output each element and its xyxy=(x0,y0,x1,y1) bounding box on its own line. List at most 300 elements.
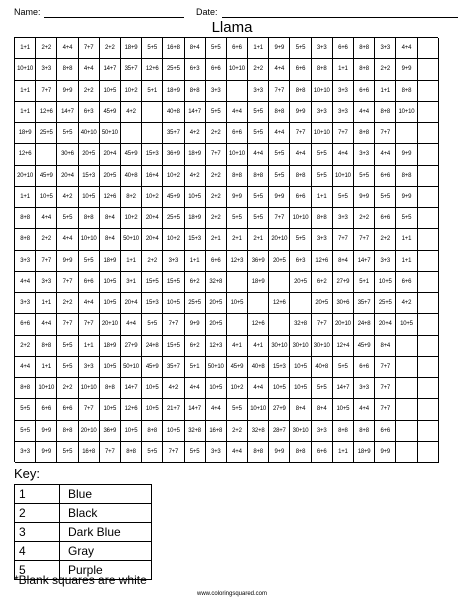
grid-cell xyxy=(418,229,439,250)
math-grid xyxy=(14,37,438,462)
grid-cell: 4+4 xyxy=(57,38,78,59)
grid-cell: 7+7 xyxy=(333,229,354,250)
grid-cell: 3+3 xyxy=(206,442,227,463)
site-url: www.coloringsquared.com xyxy=(196,591,268,597)
grid-cell: 3+3 xyxy=(15,293,36,314)
grid-cell: 9+9 xyxy=(269,38,290,59)
grid-cell xyxy=(396,421,417,442)
grid-cell: 10+5 xyxy=(142,378,163,399)
grid-cell: 1+1 xyxy=(15,38,36,59)
grid-cell: 15+3 xyxy=(79,166,100,187)
grid-cell: 12+3 xyxy=(227,251,248,272)
grid-cell: 10+5 xyxy=(333,399,354,420)
grid-cell: 20+10 xyxy=(100,314,121,335)
grid-cell: 4+4 xyxy=(396,38,417,59)
grid-cell: 20+4 xyxy=(142,229,163,250)
grid-cell: 8+8 xyxy=(375,102,396,123)
grid-cell xyxy=(418,208,439,229)
grid-cell: 7+7 xyxy=(290,123,311,144)
grid-cell: 8+4 xyxy=(100,229,121,250)
grid-cell: 7+7 xyxy=(206,144,227,165)
grid-cell: 18+9 xyxy=(163,81,184,102)
grid-cell: 15+3 xyxy=(269,357,290,378)
grid-cell: 5+5 xyxy=(15,399,36,420)
grid-cell: 7+7 xyxy=(57,314,78,335)
grid-cell: 30+6 xyxy=(333,293,354,314)
grid-cell: 3+3 xyxy=(312,102,333,123)
grid-cell: 2+1 xyxy=(227,229,248,250)
grid-cell: 50+10 xyxy=(206,357,227,378)
grid-cell: 9+9 xyxy=(354,187,375,208)
grid-cell: 40+8 xyxy=(312,357,333,378)
grid-cell: 8+8 xyxy=(354,421,375,442)
grid-cell: 35+7 xyxy=(163,123,184,144)
grid-cell: 7+7 xyxy=(163,314,184,335)
grid-cell: 8+8 xyxy=(121,442,142,463)
key-number: 5 xyxy=(15,561,60,580)
grid-cell: 20+4 xyxy=(57,166,78,187)
grid-cell: 5+5 xyxy=(57,208,78,229)
grid-cell: 4+2 xyxy=(396,293,417,314)
grid-cell: 16+8 xyxy=(206,421,227,442)
grid-cell: 10+5 xyxy=(100,81,121,102)
grid-cell: 9+9 xyxy=(36,442,57,463)
grid-cell: 7+7 xyxy=(163,442,184,463)
grid-cell: 16+4 xyxy=(142,166,163,187)
key-row xyxy=(15,485,152,504)
grid-cell: 8+4 xyxy=(333,251,354,272)
grid-cell: 5+5 xyxy=(312,166,333,187)
grid-cell: 4+1 xyxy=(227,336,248,357)
grid-cell: 6+6 xyxy=(36,399,57,420)
grid-cell: 8+4 xyxy=(290,399,311,420)
grid-cell xyxy=(418,251,439,272)
grid-cell: 45+9 xyxy=(163,187,184,208)
grid-cell: 20+4 xyxy=(100,144,121,165)
grid-cell: 20+10 xyxy=(79,421,100,442)
grid-cell: 5+5 xyxy=(57,123,78,144)
grid-cell: 12+6 xyxy=(142,59,163,80)
grid-cell xyxy=(418,123,439,144)
grid-cell: 32+8 xyxy=(206,272,227,293)
grid-cell: 6+6 xyxy=(79,272,100,293)
grid-cell: 5+5 xyxy=(206,102,227,123)
grid-cell: 9+9 xyxy=(227,187,248,208)
grid-cell: 10+5 xyxy=(79,187,100,208)
grid-cell: 1+1 xyxy=(333,442,354,463)
grid-cell: 36+9 xyxy=(163,144,184,165)
grid-cell: 15+5 xyxy=(142,272,163,293)
grid-cell: 3+3 xyxy=(312,421,333,442)
grid-cell: 3+3 xyxy=(248,81,269,102)
grid-cell: 32+8 xyxy=(290,314,311,335)
grid-cell: 12+6 xyxy=(269,293,290,314)
grid-cell: 8+4 xyxy=(100,208,121,229)
grid-cell: 10+2 xyxy=(227,378,248,399)
grid-cell: 12+6 xyxy=(15,144,36,165)
grid-cell: 6+3 xyxy=(79,102,100,123)
key-row xyxy=(15,504,152,523)
grid-cell xyxy=(418,357,439,378)
grid-cell: 2+2 xyxy=(57,293,78,314)
grid-cell xyxy=(396,442,417,463)
grid-cell: 6+3 xyxy=(185,59,206,80)
grid-cell: 7+7 xyxy=(79,38,100,59)
grid-cell: 4+4 xyxy=(227,102,248,123)
grid-cell: 9+9 xyxy=(396,144,417,165)
grid-cell: 6+6 xyxy=(290,187,311,208)
grid-cell xyxy=(121,123,142,144)
grid-cell: 4+4 xyxy=(354,399,375,420)
key-row xyxy=(15,523,152,542)
grid-cell: 5+5 xyxy=(375,187,396,208)
grid-cell xyxy=(269,272,290,293)
grid-cell: 4+4 xyxy=(36,314,57,335)
grid-cell: 9+9 xyxy=(57,81,78,102)
grid-cell: 30+10 xyxy=(269,336,290,357)
grid-cell xyxy=(418,272,439,293)
grid-cell: 5+5 xyxy=(396,208,417,229)
grid-cell: 3+3 xyxy=(206,81,227,102)
grid-cell: 10+5 xyxy=(206,378,227,399)
grid-cell: 20+5 xyxy=(206,293,227,314)
grid-cell: 4+4 xyxy=(333,144,354,165)
grid-cell: 5+5 xyxy=(333,187,354,208)
grid-cell: 14+7 xyxy=(354,251,375,272)
grid-cell: 7+7 xyxy=(36,81,57,102)
grid-cell: 20+5 xyxy=(100,166,121,187)
grid-cell: 5+5 xyxy=(354,166,375,187)
grid-cell: 4+4 xyxy=(375,144,396,165)
grid-cell xyxy=(418,102,439,123)
grid-cell: 5+5 xyxy=(57,442,78,463)
grid-cell: 16+8 xyxy=(79,442,100,463)
grid-cell: 9+9 xyxy=(396,59,417,80)
grid-cell: 10+10 xyxy=(290,208,311,229)
grid-cell: 1+1 xyxy=(121,251,142,272)
grid-cell: 5+5 xyxy=(248,187,269,208)
grid-cell: 2+2 xyxy=(227,421,248,442)
grid-cell: 10+5 xyxy=(121,421,142,442)
grid-cell: 10+2 xyxy=(163,166,184,187)
grid-cell: 20+10 xyxy=(333,314,354,335)
grid-cell: 30+10 xyxy=(290,421,311,442)
grid-cell: 3+3 xyxy=(333,102,354,123)
grid-cell: 12+4 xyxy=(333,336,354,357)
grid-cell: 8+8 xyxy=(15,229,36,250)
grid-cell: 8+8 xyxy=(354,38,375,59)
grid-cell: 8+8 xyxy=(79,208,100,229)
grid-cell: 50+10 xyxy=(121,357,142,378)
grid-cell: 3+3 xyxy=(79,357,100,378)
grid-cell: 3+3 xyxy=(15,251,36,272)
grid-cell xyxy=(418,314,439,335)
grid-cell: 18+9 xyxy=(15,123,36,144)
grid-cell: 10+10 xyxy=(79,229,100,250)
grid-cell: 5+5 xyxy=(290,229,311,250)
grid-cell xyxy=(418,81,439,102)
grid-cell: 28+7 xyxy=(269,421,290,442)
grid-cell: 18+9 xyxy=(121,38,142,59)
grid-cell: 8+8 xyxy=(15,208,36,229)
grid-cell: 8+4 xyxy=(312,399,333,420)
grid-cell: 6+6 xyxy=(290,59,311,80)
blank-squares-note: *Blank squares are white xyxy=(14,573,147,587)
grid-cell: 10+5 xyxy=(36,187,57,208)
grid-cell xyxy=(227,272,248,293)
grid-cell xyxy=(396,357,417,378)
grid-cell: 8+8 xyxy=(333,421,354,442)
name-label: Name: xyxy=(14,7,41,17)
grid-cell: 2+2 xyxy=(206,187,227,208)
grid-cell: 15+3 xyxy=(142,293,163,314)
grid-cell: 4+4 xyxy=(227,442,248,463)
grid-cell: 25+5 xyxy=(36,123,57,144)
grid-cell: 1+1 xyxy=(333,59,354,80)
grid-cell: 12+3 xyxy=(206,336,227,357)
grid-cell: 6+6 xyxy=(15,314,36,335)
grid-cell xyxy=(418,187,439,208)
grid-cell: 30+10 xyxy=(312,336,333,357)
grid-cell: 15+5 xyxy=(163,272,184,293)
grid-cell xyxy=(396,336,417,357)
grid-cell: 32+8 xyxy=(248,421,269,442)
grid-cell: 10+10 xyxy=(79,378,100,399)
grid-cell: 36+9 xyxy=(100,421,121,442)
grid-cell: 3+3 xyxy=(375,38,396,59)
grid-cell: 12+6 xyxy=(100,187,121,208)
grid-cell: 6+2 xyxy=(185,336,206,357)
grid-cell: 8+8 xyxy=(57,59,78,80)
grid-cell: 20+5 xyxy=(79,144,100,165)
grid-cell: 10+2 xyxy=(142,187,163,208)
grid-cell: 8+8 xyxy=(354,123,375,144)
grid-cell: 6+6 xyxy=(206,251,227,272)
grid-cell: 30+6 xyxy=(57,144,78,165)
grid-cell: 45+9 xyxy=(121,144,142,165)
grid-cell: 25+5 xyxy=(185,293,206,314)
grid-cell: 2+2 xyxy=(36,229,57,250)
grid-cell: 2+1 xyxy=(248,229,269,250)
grid-cell: 16+8 xyxy=(163,38,184,59)
grid-cell xyxy=(418,38,439,59)
grid-cell: 15+3 xyxy=(185,229,206,250)
grid-cell xyxy=(396,123,417,144)
grid-cell: 3+3 xyxy=(163,251,184,272)
grid-cell: 1+1 xyxy=(79,336,100,357)
grid-cell: 6+2 xyxy=(312,272,333,293)
grid-cell: 14+7 xyxy=(57,102,78,123)
grid-cell: 8+8 xyxy=(269,102,290,123)
grid-cell: 2+2 xyxy=(375,229,396,250)
grid-cell: 5+5 xyxy=(142,314,163,335)
grid-cell: 1+1 xyxy=(15,81,36,102)
grid-cell: 6+6 xyxy=(354,81,375,102)
grid-cell: 8+8 xyxy=(312,59,333,80)
grid-cell: 3+3 xyxy=(354,378,375,399)
key-number: 2 xyxy=(15,504,60,523)
grid-cell: 7+7 xyxy=(375,378,396,399)
grid-cell: 7+7 xyxy=(375,357,396,378)
grid-cell: 7+7 xyxy=(375,123,396,144)
grid-cell: 45+9 xyxy=(36,166,57,187)
grid-cell: 5+5 xyxy=(248,102,269,123)
grid-cell: 5+1 xyxy=(354,272,375,293)
key-color: Dark Blue xyxy=(60,523,152,542)
grid-cell: 10+2 xyxy=(121,81,142,102)
grid-cell: 14+7 xyxy=(333,378,354,399)
grid-cell: 6+6 xyxy=(206,59,227,80)
grid-cell: 45+9 xyxy=(227,357,248,378)
grid-cell: 5+5 xyxy=(269,144,290,165)
grid-cell: 4+4 xyxy=(269,123,290,144)
key-number: 3 xyxy=(15,523,60,542)
grid-cell: 8+2 xyxy=(121,187,142,208)
grid-cell: 40+8 xyxy=(121,166,142,187)
grid-cell: 2+2 xyxy=(15,336,36,357)
grid-cell: 3+3 xyxy=(354,144,375,165)
grid-cell: 50+10 xyxy=(100,123,121,144)
grid-cell: 5+5 xyxy=(312,144,333,165)
grid-cell: 10+10 xyxy=(333,166,354,187)
grid-cell: 5+5 xyxy=(227,208,248,229)
grid-cell: 45+9 xyxy=(142,357,163,378)
grid-cell: 50+10 xyxy=(121,229,142,250)
grid-cell xyxy=(418,336,439,357)
grid-cell: 4+4 xyxy=(354,102,375,123)
grid-cell: 4+2 xyxy=(57,187,78,208)
grid-cell: 25+5 xyxy=(163,59,184,80)
grid-cell: 10+10 xyxy=(227,59,248,80)
grid-cell: 8+8 xyxy=(396,81,417,102)
grid-cell: 20+5 xyxy=(206,314,227,335)
grid-cell: 10+10 xyxy=(396,102,417,123)
grid-cell: 2+2 xyxy=(36,38,57,59)
grid-cell: 8+8 xyxy=(142,421,163,442)
header-bar xyxy=(0,0,464,20)
grid-cell: 4+4 xyxy=(206,399,227,420)
grid-cell: 35+7 xyxy=(163,357,184,378)
grid-cell: 6+6 xyxy=(333,38,354,59)
grid-cell: 3+3 xyxy=(375,251,396,272)
grid-cell: 12+6 xyxy=(36,102,57,123)
grid-cell xyxy=(418,442,439,463)
grid-cell: 2+2 xyxy=(79,81,100,102)
key-color: Blue xyxy=(60,485,152,504)
grid-cell xyxy=(418,421,439,442)
grid-cell: 6+6 xyxy=(375,166,396,187)
grid-cell: 27+9 xyxy=(121,336,142,357)
grid-cell: 7+7 xyxy=(312,314,333,335)
grid-cell: 3+3 xyxy=(312,229,333,250)
grid-cell: 4+4 xyxy=(15,272,36,293)
grid-cell xyxy=(36,144,57,165)
grid-cell: 6+6 xyxy=(396,272,417,293)
grid-cell: 24+8 xyxy=(142,336,163,357)
grid-cell: 7+7 xyxy=(269,208,290,229)
key-number: 4 xyxy=(15,542,60,561)
grid-cell: 8+8 xyxy=(100,378,121,399)
grid-cell xyxy=(418,59,439,80)
grid-cell: 10+5 xyxy=(269,378,290,399)
grid-cell: 5+5 xyxy=(57,357,78,378)
grid-cell: 12+6 xyxy=(121,399,142,420)
grid-cell: 5+5 xyxy=(79,251,100,272)
key-number: 1 xyxy=(15,485,60,504)
grid-cell: 4+4 xyxy=(269,59,290,80)
grid-cell: 5+5 xyxy=(15,421,36,442)
grid-cell xyxy=(248,293,269,314)
grid-cell: 9+9 xyxy=(396,187,417,208)
grid-cell: 6+6 xyxy=(227,38,248,59)
grid-cell: 4+4 xyxy=(290,144,311,165)
grid-cell: 4+4 xyxy=(248,378,269,399)
grid-cell: 2+2 xyxy=(57,378,78,399)
name-line xyxy=(44,17,184,18)
grid-cell: 36+9 xyxy=(248,251,269,272)
grid-cell: 20+4 xyxy=(142,208,163,229)
grid-cell: 5+5 xyxy=(142,442,163,463)
grid-cell: 8+4 xyxy=(375,336,396,357)
grid-cell xyxy=(227,81,248,102)
grid-cell: 12+6 xyxy=(248,314,269,335)
grid-cell: 5+5 xyxy=(206,38,227,59)
grid-cell: 6+2 xyxy=(185,272,206,293)
grid-cell: 4+1 xyxy=(248,336,269,357)
grid-cell: 8+8 xyxy=(227,166,248,187)
grid-cell: 7+7 xyxy=(57,272,78,293)
grid-cell xyxy=(142,123,163,144)
page-title: Llama xyxy=(211,19,253,36)
grid-cell xyxy=(418,144,439,165)
grid-cell: 8+8 xyxy=(290,81,311,102)
grid-cell: 20+5 xyxy=(269,251,290,272)
grid-cell: 3+3 xyxy=(36,59,57,80)
grid-cell: 20+4 xyxy=(375,314,396,335)
grid-cell: 4+4 xyxy=(36,208,57,229)
grid-cell: 20+10 xyxy=(15,166,36,187)
grid-cell: 40+8 xyxy=(248,357,269,378)
grid-cell: 8+4 xyxy=(185,38,206,59)
grid-cell: 5+1 xyxy=(185,357,206,378)
grid-cell: 2+2 xyxy=(375,59,396,80)
grid-cell: 14+7 xyxy=(185,399,206,420)
grid-cell: 10+10 xyxy=(312,81,333,102)
grid-cell: 4+2 xyxy=(121,102,142,123)
grid-cell: 10+5 xyxy=(185,187,206,208)
grid-cell: 40+10 xyxy=(79,123,100,144)
grid-cell: 2+2 xyxy=(142,251,163,272)
grid-cell: 4+2 xyxy=(185,166,206,187)
grid-cell: 9+9 xyxy=(36,421,57,442)
grid-cell: 7+7 xyxy=(269,81,290,102)
grid-cell: 10+10 xyxy=(15,59,36,80)
grid-cell: 6+3 xyxy=(290,251,311,272)
grid-cell: 1+1 xyxy=(396,251,417,272)
grid-cell: 24+8 xyxy=(354,314,375,335)
grid-cell: 2+2 xyxy=(206,208,227,229)
grid-cell: 7+7 xyxy=(36,251,57,272)
grid-cell xyxy=(418,166,439,187)
grid-cell: 10+10 xyxy=(312,123,333,144)
grid-cell: 6+6 xyxy=(375,208,396,229)
grid-cell: 8+8 xyxy=(290,442,311,463)
grid-cell: 2+2 xyxy=(100,38,121,59)
grid-cell: 1+1 xyxy=(248,38,269,59)
grid-cell: 7+7 xyxy=(100,442,121,463)
grid-cell xyxy=(396,378,417,399)
grid-cell: 2+2 xyxy=(248,59,269,80)
